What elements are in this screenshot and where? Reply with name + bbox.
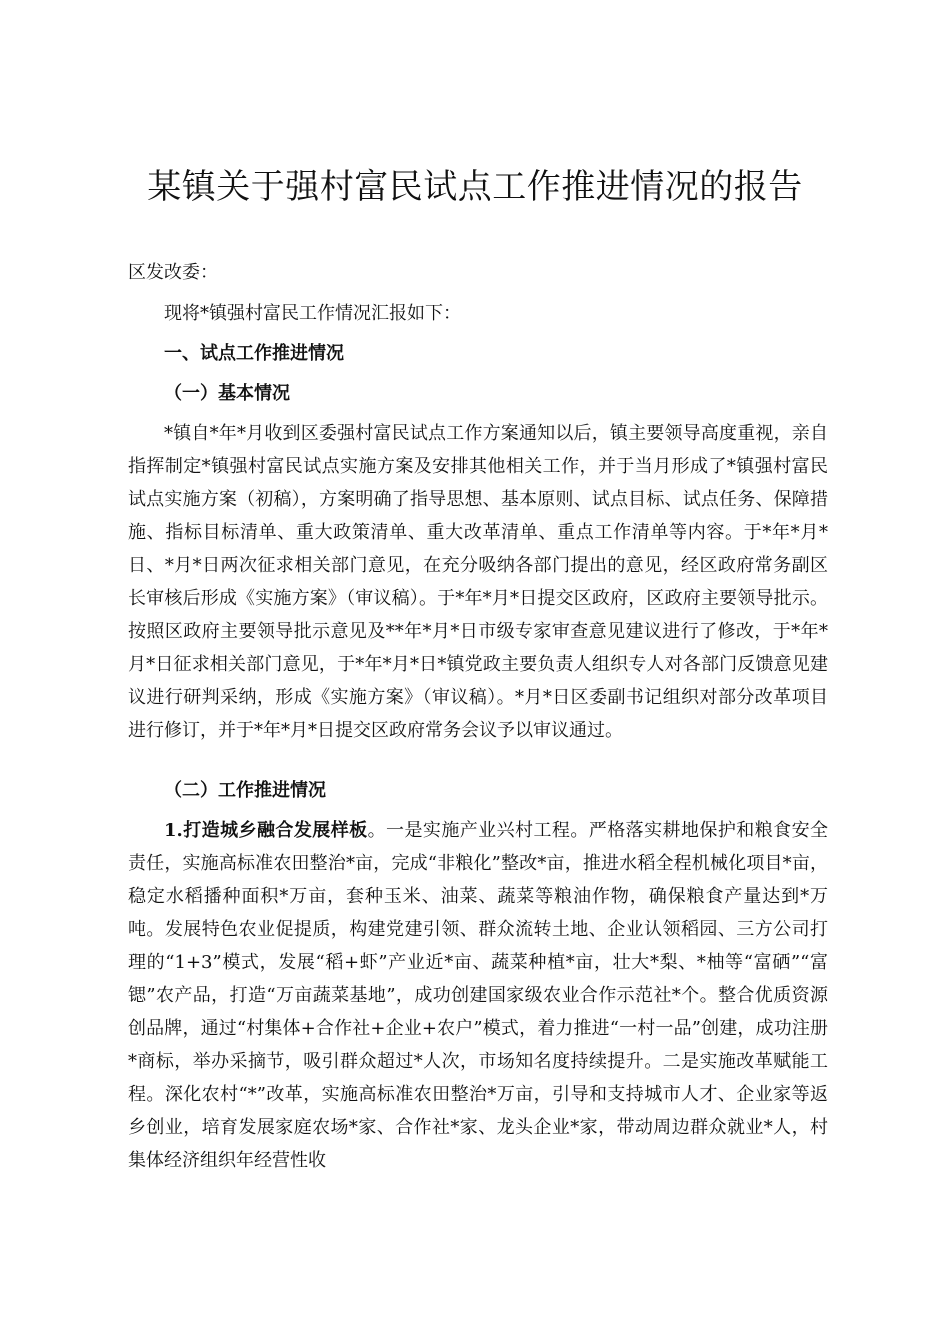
progress-paragraph-body: 。一是实施产业兴村工程。严格落实耕地保护和粮食安全责任，实施高标准农田整治*亩，完成“非粮化”整改*亩，推进水稻全程机械化项目*亩，稳定水稻播种面积*万亩，套种玉米、油菜、蔬菜等粮油作物，确保粮食产量达到*万吨。发展特色农业促提质，构建党建引领、群众流转土地、企业认领稻园、三方公司打理的“1+3”模式，发展“稻+虾”产业近*亩、蔬菜种植*亩，壮大*梨、*柚等“富硒”“富锶”农产品，打造“万亩蔬菜基地”，成功创建国家级农业合作示范社*个。整合优质资源创品牌，通过“村集体+合作社+企业+农户”模式，着力推进“一村一品”创建，成功注册*商标，举办采摘节，吸引群众超过*人次，市场知名度持续提升。二是实施改革赋能工程。深化农村“*”改革，实施高标准农田整治*万亩，引导和支持城市人才、企业家等返乡创业，培育发展家庭农场*家、合作社*家、龙头企业*家，带动周边群众就业*人，村集体经济组织年经营性收 [128,820,829,1171]
intro-paragraph: 现将*镇强村富民工作情况汇报如下： [164,303,461,324]
subsection-heading-basic: （一）基本情况 [164,383,290,404]
section-heading: 一、试点工作推进情况 [164,343,344,364]
progress-paragraph [128,814,828,1177]
subsection-heading-progress: （二）工作推进情况 [164,780,326,801]
progress-paragraph-lead: 1.打造城乡融合发展样板 [164,820,368,841]
document-title: 某镇关于强村富民试点工作推进情况的报告 [147,167,803,207]
basic-situation-paragraph: *镇自*年*月收到区委强村富民试点工作方案通知以后，镇主要领导高度重视，亲自指挥制定*镇强村富民试点实施方案及安排其他相关工作，并于当月形成了*镇强村富民试点实施方案（初稿），方案明确了指导思想、基本原则、试点目标、试点任务、保障措施、指标目标清单、重大政策清单、重大改革清单、重点工作清单等内容。于*年*月*日、*月*日两次征求相关部门意见，在充分吸纳各部门提出的意见，经区政府常务副区长审核后形成《实施方案》（审议稿）。于*年*月*日提交区政府，区政府主要领导批示。按照区政府主要领导批示意见及**年*月*日市级专家审查意见建议进行了修改，于*年*月*日征求相关部门意见，于*年*月*日*镇党政主要负责人组织专人对各部门反馈意见建议进行研判采纳，形成《实施方案》（审议稿）。*月*日区委副书记组织对部分改革项目进行修订，并于*年*月*日提交区政府常务会议予以审议通过。 [128,423,828,741]
salutation: 区发改委： [128,262,218,283]
